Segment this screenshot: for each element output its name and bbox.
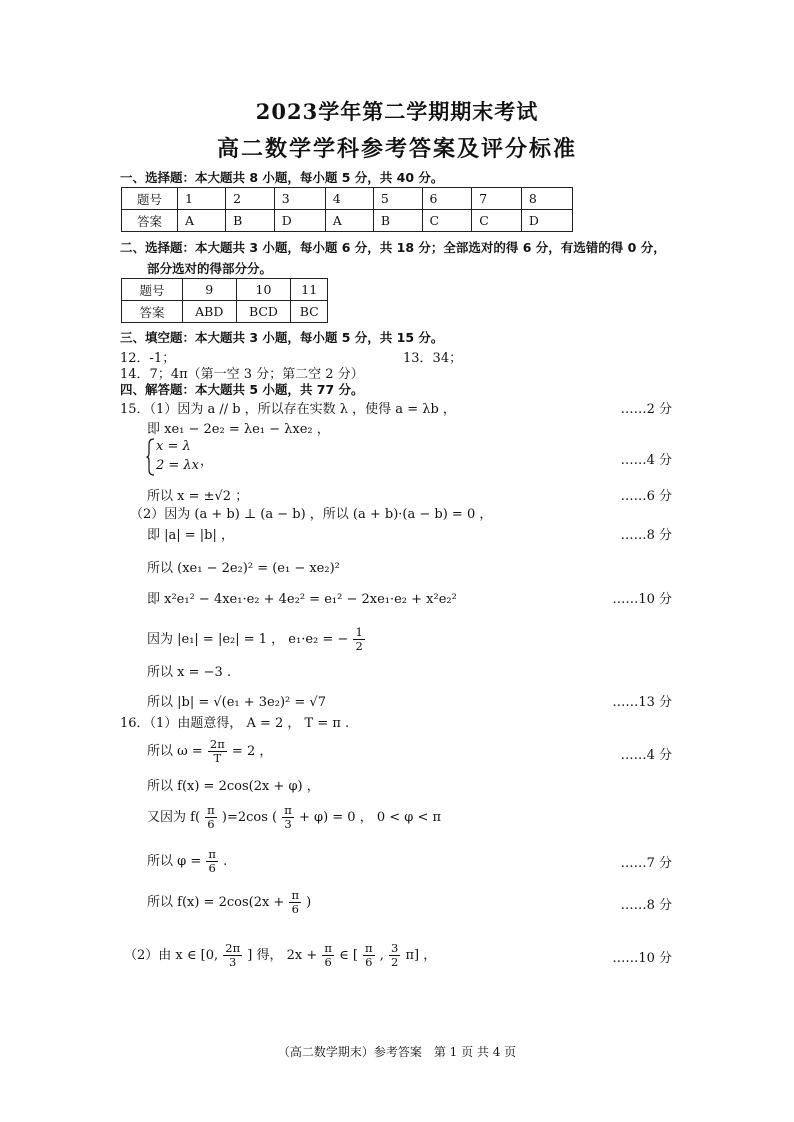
- section2-answer-table: [121, 278, 328, 323]
- score-mark: ……10 分: [612, 592, 672, 607]
- fraction-denominator: T: [213, 751, 222, 765]
- q16-line4: [147, 804, 441, 831]
- q15-equation-2: 2 = λx: [156, 458, 199, 473]
- table-row: [122, 279, 328, 301]
- table-label-cell: 题号: [122, 279, 183, 301]
- table-cell: 9: [183, 279, 237, 301]
- table-label-cell: 题号: [122, 188, 178, 210]
- q16-line6-text: ): [306, 895, 312, 910]
- fraction: [389, 942, 400, 969]
- table-cell: 7: [472, 188, 522, 210]
- document-title: 2023学年第二学期期末考试: [255, 99, 539, 124]
- table-cell: D: [274, 210, 325, 232]
- table-cell: 5: [373, 188, 422, 210]
- fraction: [282, 804, 294, 831]
- section1-heading: 一、选择题：本大题共 8 小题，每小题 5 分，共 40 分。: [120, 170, 444, 185]
- fraction: [208, 738, 227, 765]
- score-mark: ……7 分: [620, 856, 672, 871]
- q16-line7-text: （2）由 x ∈ [0,: [124, 948, 219, 963]
- fraction: [206, 848, 218, 875]
- fraction-denominator: 6: [208, 861, 216, 875]
- answer-14: 14．7；4π（第一空 3 分；第二空 2 分）: [120, 367, 364, 382]
- q15-line11: 所以 |b| = √(e₁ + 3e₂)² = √7: [147, 695, 326, 710]
- fraction-denominator: 6: [324, 955, 332, 969]
- q16-line2-text: 所以 ω =: [147, 744, 203, 759]
- q16-line2-text: = 2 ，: [231, 744, 273, 759]
- q15-equation-1: x = λ: [156, 439, 191, 454]
- section2-heading-line1: 二、选择题：本大题共 3 小题，每小题 6 分，共 18 分；全部选对的得 6 分，有选错的得 0 分，: [120, 240, 666, 255]
- fraction: [289, 889, 301, 916]
- table-cell: 8: [521, 188, 572, 210]
- table-cell: D: [521, 210, 572, 232]
- fraction-numerator: π: [208, 847, 216, 861]
- q15-line9-text: 因为 |e₁| = |e₂| = 1 ， e₁·e₂ = −: [147, 632, 349, 647]
- fraction: [223, 942, 242, 969]
- table-cell: A: [325, 210, 373, 232]
- table-cell: C: [422, 210, 472, 232]
- section1-answer-table: [121, 187, 573, 232]
- q15-line4: 所以 x = ±√2 ；: [147, 489, 249, 504]
- answer-13: 13．34；: [403, 351, 463, 366]
- fraction-denominator: 2: [355, 639, 363, 653]
- score-mark: ……8 分: [620, 528, 672, 543]
- q16-line7-text: ,: [379, 948, 384, 963]
- fraction-numerator: 2π: [209, 737, 225, 751]
- document-subtitle: 高二数学学科参考答案及评分标准: [216, 136, 577, 162]
- score-mark: ……13 分: [612, 695, 672, 710]
- q16-line6: [147, 889, 311, 916]
- q16-line5: [147, 848, 227, 875]
- q15-line8: 即 x²e₁² − 4xe₁·e₂ + 4e₂² = e₁² − 2xe₁·e₂ + x²e₂²: [147, 592, 457, 607]
- table-label-cell: 答案: [122, 301, 183, 323]
- score-mark: ……2 分: [620, 402, 672, 417]
- table-cell: C: [472, 210, 522, 232]
- q16-line7-text: ∈ [: [339, 948, 358, 963]
- table-cell: 6: [422, 188, 472, 210]
- fraction-denominator: 3: [229, 955, 237, 969]
- fraction-denominator: 6: [365, 955, 373, 969]
- q16-line5-text: 所以 φ =: [147, 854, 202, 869]
- fraction: [322, 942, 334, 969]
- fraction: [353, 626, 364, 653]
- q16-line3: 所以 f(x) = 2cos(2x + φ) ，: [147, 779, 320, 794]
- q15-line1: 15．（1）因为 a // b ，所以存在实数 λ ，使得 a = λb ，: [120, 402, 456, 417]
- table-cell: A: [178, 210, 226, 232]
- table-cell: BCD: [236, 301, 291, 323]
- table-cell: 4: [325, 188, 373, 210]
- fraction-numerator: π: [324, 941, 332, 955]
- q15-comma: ，: [200, 454, 214, 469]
- table-cell: 10: [236, 279, 291, 301]
- q15-line6: 即 |a| = |b| ，: [147, 528, 235, 543]
- answer-12: 12．-1；: [120, 351, 176, 366]
- table-row: [122, 210, 573, 232]
- table-label-cell: 答案: [122, 210, 178, 232]
- fraction-numerator: π: [207, 803, 215, 817]
- q16-line2: [147, 738, 272, 765]
- q16-line7-text: π] ，: [405, 948, 437, 963]
- score-mark: ……10 分: [612, 951, 672, 966]
- fraction: [363, 942, 375, 969]
- score-mark: ……6 分: [620, 489, 672, 504]
- fraction-denominator: 6: [207, 817, 215, 831]
- q15-line5: （2）因为 (a + b) ⊥ (a − b) ，所以 (a + b)·(a − b) = 0 ，: [130, 507, 493, 522]
- section3-heading: 三、填空题：本大题共 3 小题，每小题 5 分，共 15 分。: [120, 330, 444, 345]
- table-cell: 3: [274, 188, 325, 210]
- section2-heading-line2: 部分选对的得部分分。: [147, 261, 273, 276]
- q16-line5-text: .: [223, 854, 228, 869]
- fraction-numerator: π: [284, 803, 292, 817]
- q16-line4-text: 又因为 f(: [147, 810, 201, 825]
- q15-line2: 即 xe₁ − 2e₂ = λe₁ − λxe₂ ，: [147, 422, 330, 437]
- fraction-numerator: π: [365, 941, 373, 955]
- table-cell: 2: [226, 188, 275, 210]
- section4-heading: 四、解答题：本大题共 5 小题，共 77 分。: [120, 382, 364, 397]
- fraction-numerator: 1: [355, 625, 363, 639]
- table-cell: B: [226, 210, 275, 232]
- q15-line10: 所以 x = −3 .: [147, 665, 232, 680]
- table-cell: B: [373, 210, 422, 232]
- fraction-numerator: 2π: [225, 941, 241, 955]
- table-cell: BC: [291, 301, 328, 323]
- fraction-numerator: π: [291, 888, 300, 902]
- left-brace-icon: [146, 438, 156, 476]
- score-mark: ……4 分: [620, 748, 672, 763]
- q16-line6-text: 所以 f(x) = 2cos(2x +: [147, 895, 285, 910]
- score-mark: ……8 分: [620, 898, 672, 913]
- fraction: [205, 804, 217, 831]
- fraction-numerator: 3: [391, 941, 399, 955]
- table-row: [122, 301, 328, 323]
- table-cell: 1: [178, 188, 226, 210]
- q16-line7-text: ] 得， 2x +: [247, 948, 318, 963]
- q16-line4-text: )=2cos (: [221, 810, 278, 825]
- table-cell: ABD: [183, 301, 237, 323]
- q15-line7: 所以 (xe₁ − 2e₂)² = (e₁ − xe₂)²: [147, 561, 340, 576]
- fraction-denominator: 6: [291, 902, 299, 916]
- q16-line7: [124, 942, 436, 969]
- table-cell: 11: [291, 279, 328, 301]
- q15-line9: [147, 626, 366, 653]
- fraction-denominator: 2: [391, 955, 399, 969]
- q16-line4-text: + φ) = 0 ， 0 < φ < π: [298, 810, 442, 825]
- fraction-denominator: 3: [284, 817, 292, 831]
- q16-line1: 16．（1）由题意得， A = 2 ， T = π .: [120, 716, 350, 731]
- page-footer: （高二数学期末）参考答案 第 1 页 共 4 页: [277, 1045, 517, 1059]
- score-mark: ……4 分: [620, 453, 672, 468]
- table-row: [122, 188, 573, 210]
